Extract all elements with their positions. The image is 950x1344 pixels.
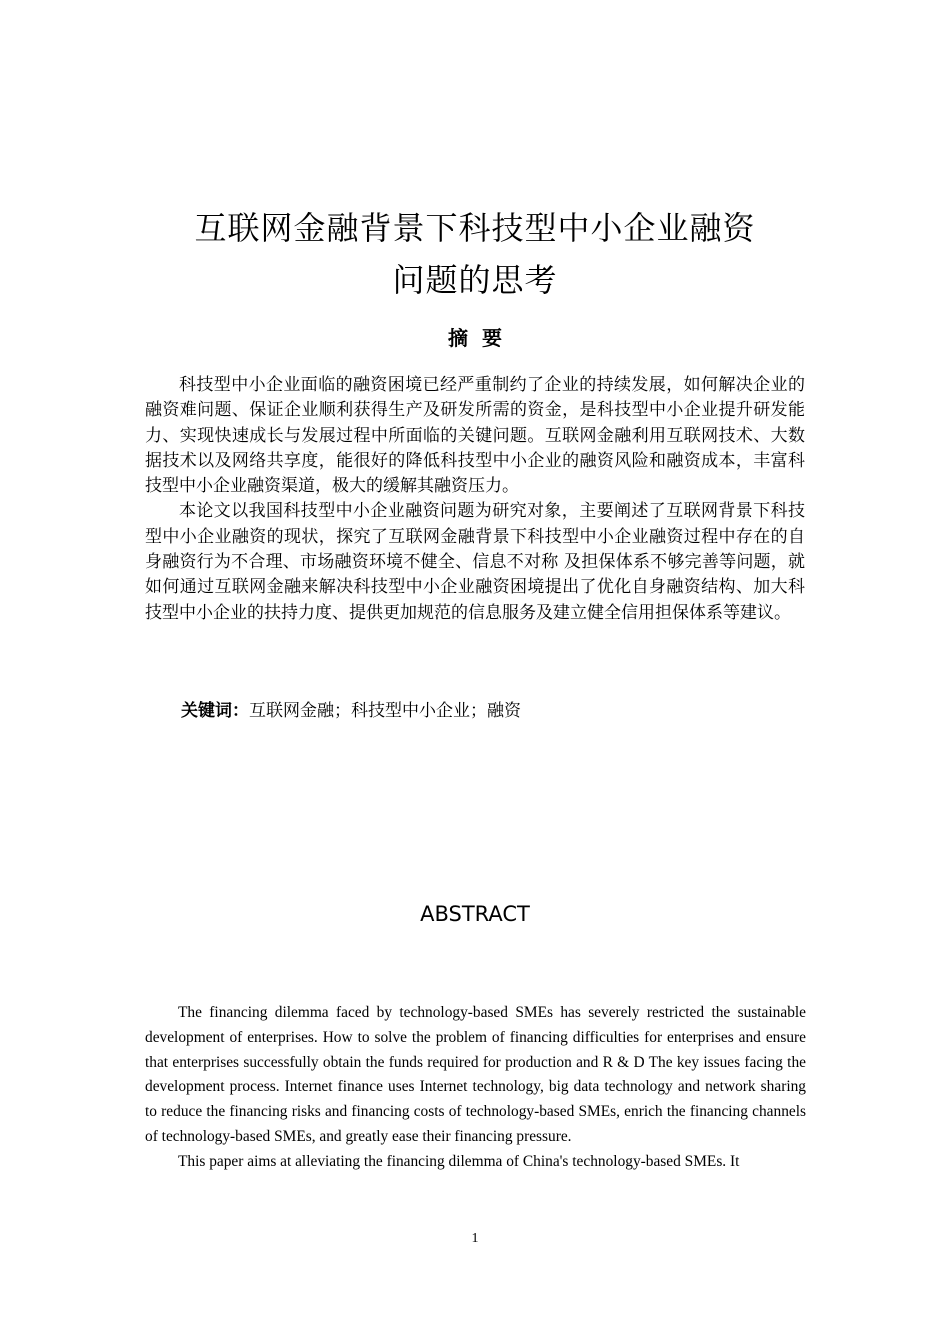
- chinese-keywords: [181, 697, 521, 725]
- keywords-text: 互联网金融；科技型中小企业；融资: [249, 701, 521, 721]
- chinese-abstract-body: [145, 373, 805, 626]
- keywords-label: 关键词：: [181, 701, 249, 721]
- english-abstract-paragraph-2: This paper aims at alleviating the financing dilemma of China's technology-based SMEs. It: [178, 1152, 740, 1170]
- english-abstract-body: [145, 1001, 806, 1175]
- chinese-abstract-heading: 摘要: [448, 326, 516, 350]
- chinese-abstract-paragraph-1: 科技型中小企业面临的融资困境已经严重制约了企业的持续发展，如何解决企业的融资难问题、保证企业顺利获得生产及研发所需的资金，是科技型中小企业提升研发能力、实现快速成长与发展过程中所面临的关键问题。互联网金融利用互联网技术、大数据技术以及网络共享度，能很好的降低科技型中小企业的融资风险和融资成本，丰富科技型中小企业融资渠道，极大的缓解其融资压力。: [145, 375, 805, 497]
- english-abstract-heading: ABSTRACT: [420, 902, 530, 926]
- paper-title-line-1: 互联网金融背景下科技型中小企业融资: [194, 209, 756, 247]
- english-abstract-paragraph-1: The financing dilemma faced by technology-based SMEs has severely restricted the sustainable development of enterprises. How to solve the problem of financing difficulties for enterprises and ensure that enterprises successfully obtain the funds required for production and R & D The key issues facing the development process. Internet finance uses Internet technology, big data technology and network sharing to reduce the financing risks and financing costs of technology-based SMEs, enrich the financing channels of technology-based SMEs, and greatly ease their financing pressure.: [145, 1004, 806, 1145]
- chinese-abstract-paragraph-2: 本论文以我国科技型中小企业融资问题为研究对象，主要阐述了互联网背景下科技型中小企业融资的现状，探究了互联网金融背景下科技型中小企业融资过程中存在的自身融资行为不合理、市场融资环境不健全、信息不对称 及担保体系不够完善等问题，就如何通过互联网金融来解决科技型中小企业融资困境提出了优化自身融资结构、加大科技型中小企业的扶持力度、提供更加规范的信息服务及建立健全信用担保体系等建议。: [145, 501, 805, 623]
- page-number: 1: [471, 1231, 479, 1246]
- paper-title-line-2: 问题的思考: [392, 261, 558, 299]
